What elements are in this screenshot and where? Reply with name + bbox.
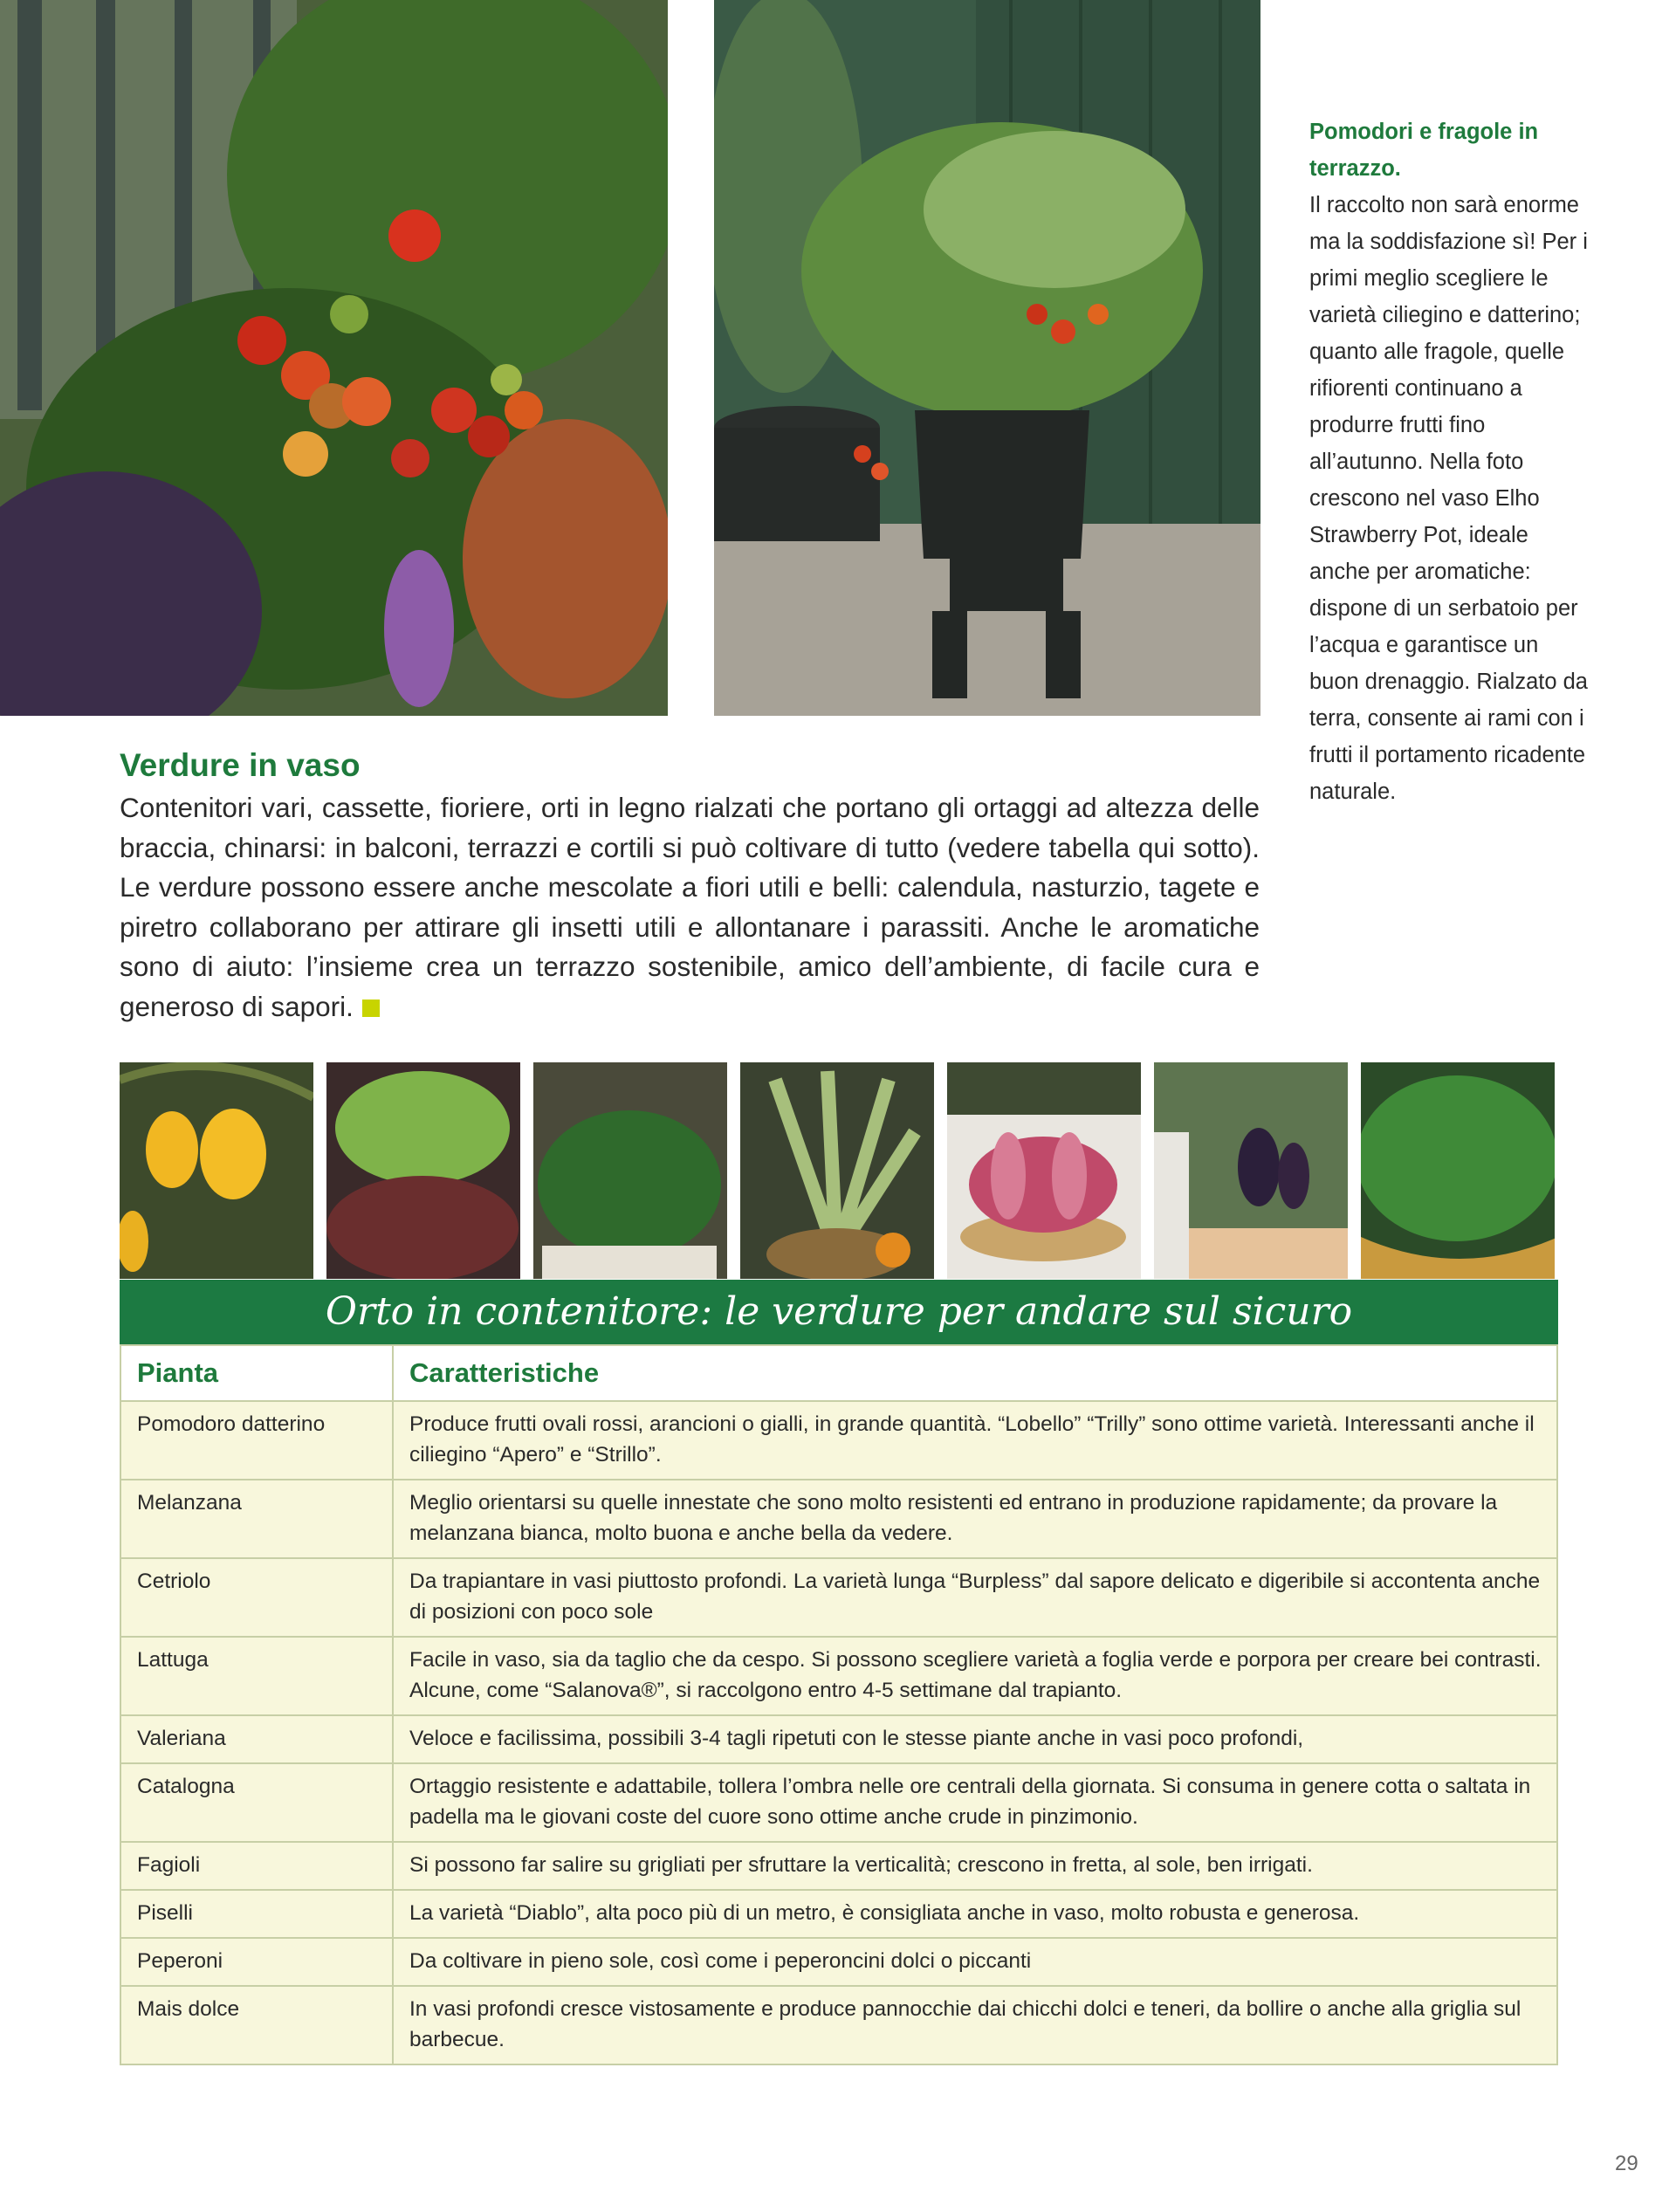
plant-description: Ortaggio resistente e adattabile, tollera l’ombra nelle ore centrali della giornata. Si consuma in genere cotta o saltata in padella ma le giovani coste del cuore sono ottime anche crude in pinzimonio. [393, 1763, 1557, 1842]
table-row [120, 1890, 1557, 1938]
column-header-features: Caratteristiche [393, 1345, 1557, 1401]
plant-name: Melanzana [120, 1480, 393, 1558]
plant-name: Valeriana [120, 1715, 393, 1763]
thumb-fennel [740, 1062, 934, 1279]
thumb-yellow-tomatoes [120, 1062, 313, 1279]
plant-name: Lattuga [120, 1637, 393, 1715]
table-row [120, 1715, 1557, 1763]
plant-name: Fagioli [120, 1842, 393, 1890]
plant-description: Facile in vaso, sia da taglio che da cespo. Si possono scegliere varietà a foglia verde e porpora per creare bei contrasti. Alcune, come “Salanova®”, si raccolgono entro 4-5 settimane dal trapianto. [393, 1637, 1557, 1715]
photo-caption [1309, 113, 1589, 810]
plant-description: In vasi profondi cresce vistosamente e produce pannocchie dai chicchi dolci e teneri, da bollire o anche alla griglia sul barbecue. [393, 1986, 1557, 2064]
table-row [120, 1558, 1557, 1637]
article-body-text: Contenitori vari, cassette, fioriere, orti in legno rialzati che portano gli ortaggi ad altezza delle braccia, chinarsi: in balconi, terrazzi e cortili si può coltivare di tutto (vedere tabella qui sotto). Le verdure possono essere anche mescolate a fiori utili e belli: calendula, nasturzio, tagete e piretro collaborano per attirare gli insetti utili e allontanare i parassiti. Anche le aromatiche sono di aiuto: l’insieme crea un terrazzo sostenibile, amico dell’ambiente, di facile cura e generoso di sapori. [120, 792, 1260, 1022]
plant-name: Peperoni [120, 1938, 393, 1986]
caption-title: Pomodori e fragole in terrazzo. [1309, 120, 1539, 181]
table-row [120, 1637, 1557, 1715]
plant-name: Cetriolo [120, 1558, 393, 1637]
photo-strawberry-pot [714, 0, 1260, 716]
plant-description: Si possono far salire su grigliati per sfruttare la verticalità; crescono in fretta, al sole, ben irrigati. [393, 1842, 1557, 1890]
plant-description: Produce frutti ovali rossi, arancioni o gialli, in grande quantità. “Lobello” “Trilly” sono ottime varietà. Interessanti anche il ciliegino “Apero” e “Strillo”. [393, 1401, 1557, 1480]
column-header-plant: Pianta [120, 1345, 393, 1401]
thumb-green-beans [1361, 1062, 1555, 1279]
article-body [120, 788, 1260, 1027]
plant-description: La varietà “Diablo”, alta poco più di un metro, è consigliata anche in vaso, molto robusta e generosa. [393, 1890, 1557, 1938]
plant-description: Veloce e facilissima, possibili 3-4 tagli ripetuti con le stesse piante anche in vasi poco profondi, [393, 1715, 1557, 1763]
plant-description: Da coltivare in pieno sole, così come i peperoncini dolci o piccanti [393, 1938, 1557, 1986]
vegetables-table [120, 1344, 1558, 2065]
table-row [120, 1842, 1557, 1890]
plant-name: Catalogna [120, 1763, 393, 1842]
thumb-eggplants [1154, 1062, 1348, 1279]
thumb-lettuce [326, 1062, 520, 1279]
plant-description: Meglio orientarsi su quelle innestate che sono molto resistenti ed entrano in produzione rapidamente; da provare la melanzana bianca, molto buona e anche bella da vedere. [393, 1480, 1557, 1558]
table-header-row [120, 1345, 1557, 1401]
plant-name: Mais dolce [120, 1986, 393, 2064]
tomato-plant-illustration [0, 0, 668, 716]
table-row [120, 1401, 1557, 1480]
photo-tomato-plant [0, 0, 668, 716]
article-title: Verdure in vaso [120, 747, 361, 783]
table-row [120, 1763, 1557, 1842]
plant-name: Pomodoro datterino [120, 1401, 393, 1480]
thumb-borlotti-beans [947, 1062, 1141, 1279]
table-row [120, 1986, 1557, 2064]
table-row [120, 1480, 1557, 1558]
table-title: Orto in contenitore: le verdure per andare sul sicuro [120, 1280, 1558, 1344]
end-of-article-mark [362, 1000, 380, 1017]
strawberry-pot-illustration [714, 0, 1260, 716]
page-number: 29 [1615, 2152, 1638, 2175]
thumb-spinach [533, 1062, 727, 1279]
plant-name: Piselli [120, 1890, 393, 1938]
table-row [120, 1938, 1557, 1986]
caption-text: Il raccolto non sarà enorme ma la soddisfazione sì! Per i primi meglio scegliere le varietà ciliegino e datterino; quanto alle fragole, quelle rifiorenti continuano a produrre frutti fino all’autunno. Nella foto crescono nel vaso Elho Strawberry Pot, ideale anche per aromatiche: dispone di un serbatoio per l’acqua e garantisce un buon drenaggio. Rialzato da terra, consente ai rami con i frutti il portamento ricadente naturale. [1309, 193, 1588, 804]
plant-description: Da trapiantare in vasi piuttosto profondi. La varietà lunga “Burpless” dal sapore delicato e digeribile si accontenta anche di posizioni con poco sole [393, 1558, 1557, 1637]
